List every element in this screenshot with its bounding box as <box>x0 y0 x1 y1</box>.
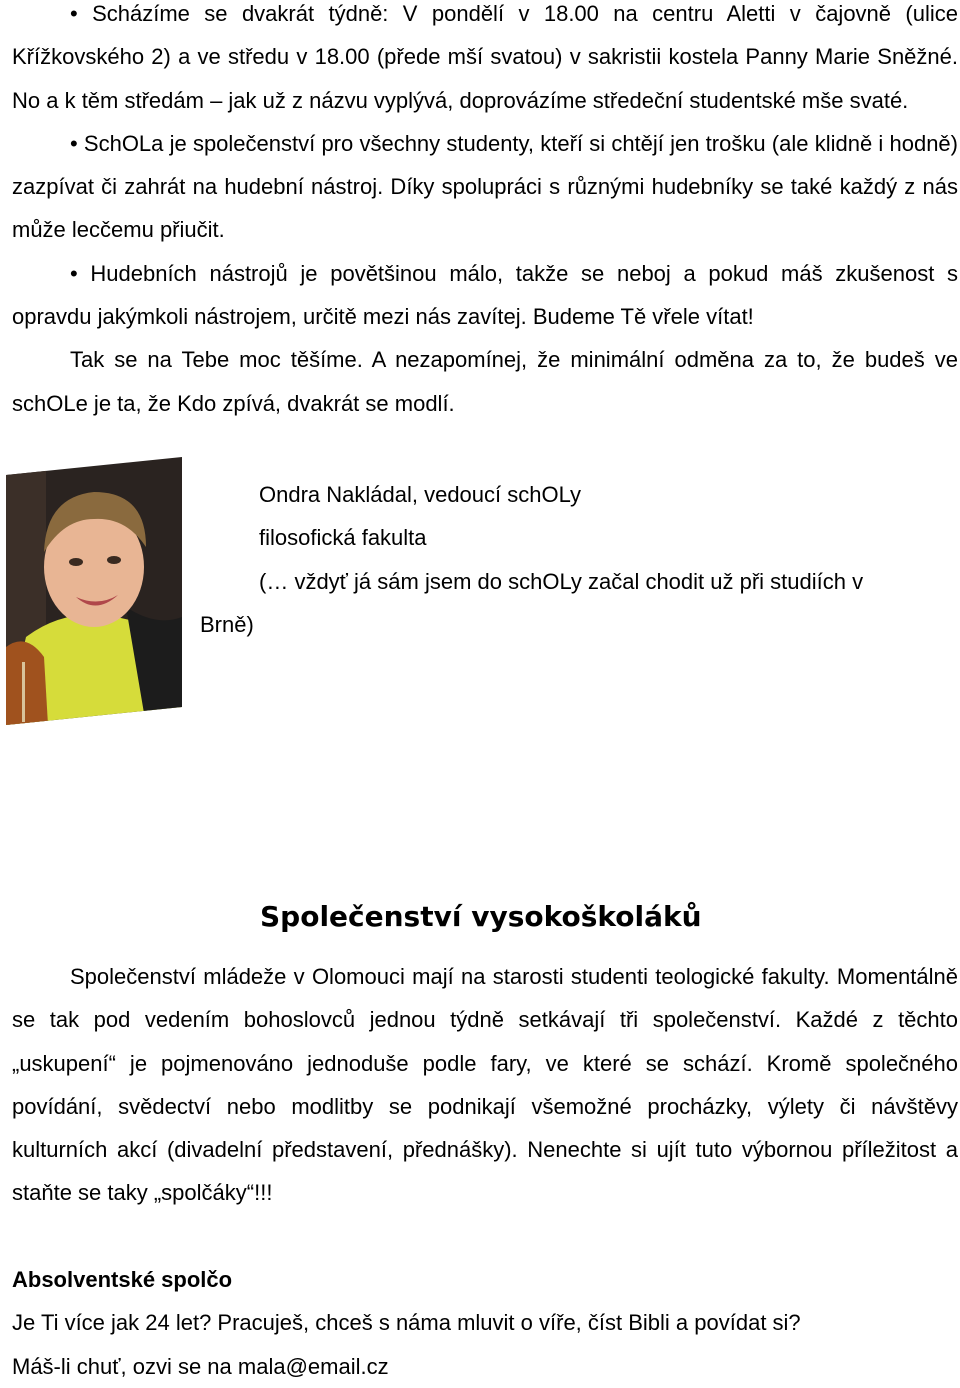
paragraph-invitation: Tak se na Tebe moc těšíme. A nezapomínej, že minimální odměna za to, že budeš ve schOLe je ta, že Kdo zpívá, dvakrát se modlí. <box>12 347 958 416</box>
paragraph-university-groups: Společenství mládeže v Olomouci mají na starosti studenti teologické fakulty. Momentálně se tak pod vedením bohoslovců jednou týdně setkávají tři společenství. Každé z těchto „uskupení“ je pojmenováno jednoduše podle fary, ve které se schází. Kromě společného povídání, svědectví nebo modlitby se podnikají všemožné procházky, výlety či návštěvy kulturních akcí (divadelní představení, přednášky). Nenechte si ujít tuto výbornou příležitost a staňte se taky „spolčáky“!!! <box>12 964 958 1206</box>
caption-quote-end: Brně) <box>200 611 254 637</box>
leader-caption <box>200 473 960 646</box>
leader-photo <box>6 457 182 725</box>
paragraph-meeting-times: • Scházíme se dvakrát týdně: V pondělí v 18.00 na centru Aletti v čajovně (ulice Křížkovského 2) a ve středu v 18.00 (přede mší svatou) v sakristii kostela Panny Marie Sněžné. No a k těm středám – jak už z názvu vyplývá, doprovázíme středeční studentské mše svaté. <box>12 1 958 113</box>
paragraph-instruments: • Hudebních nástrojů je povětšinou málo, takže se neboj a pokud máš zkušenost s opravdu jakýmkoli nástrojem, určitě mezi nás zavítej. Budeme Tě vřele vítat! <box>12 260 958 330</box>
portrait-image <box>6 457 182 725</box>
section-university-groups <box>12 955 958 1215</box>
caption-name: Ondra Nakládal, vedoucí schOLy <box>259 481 582 507</box>
alumni-contact: Máš-li chuť, ozvi se na mala@email.cz <box>12 1353 389 1379</box>
caption-faculty: filosofická fakulta <box>259 525 427 551</box>
caption-quote: (… vždyť já sám jsem do schOLy začal chodit už při studiích v <box>259 568 864 594</box>
alumni-title: Absolventské spolčo <box>12 1267 233 1292</box>
section-alumni <box>12 1258 958 1388</box>
alumni-question: Je Ti více jak 24 let? Pracuješ, chceš s náma mluvit o víře, číst Bibli a povídat si? <box>12 1310 801 1336</box>
section-heading: Společenství vysokoškoláků <box>260 900 702 933</box>
paragraph-schola-description: • SchOLa je společenství pro všechny studenty, kteří si chtějí jen trošku (ale klidně i hodně) zazpívat či zahrát na hudební nástroj. Díky spolupráci s různými hudebníky se také každý z nás může lecčemu přiučit. <box>12 130 958 243</box>
document-page <box>12 0 958 729</box>
leader-block <box>12 459 958 729</box>
